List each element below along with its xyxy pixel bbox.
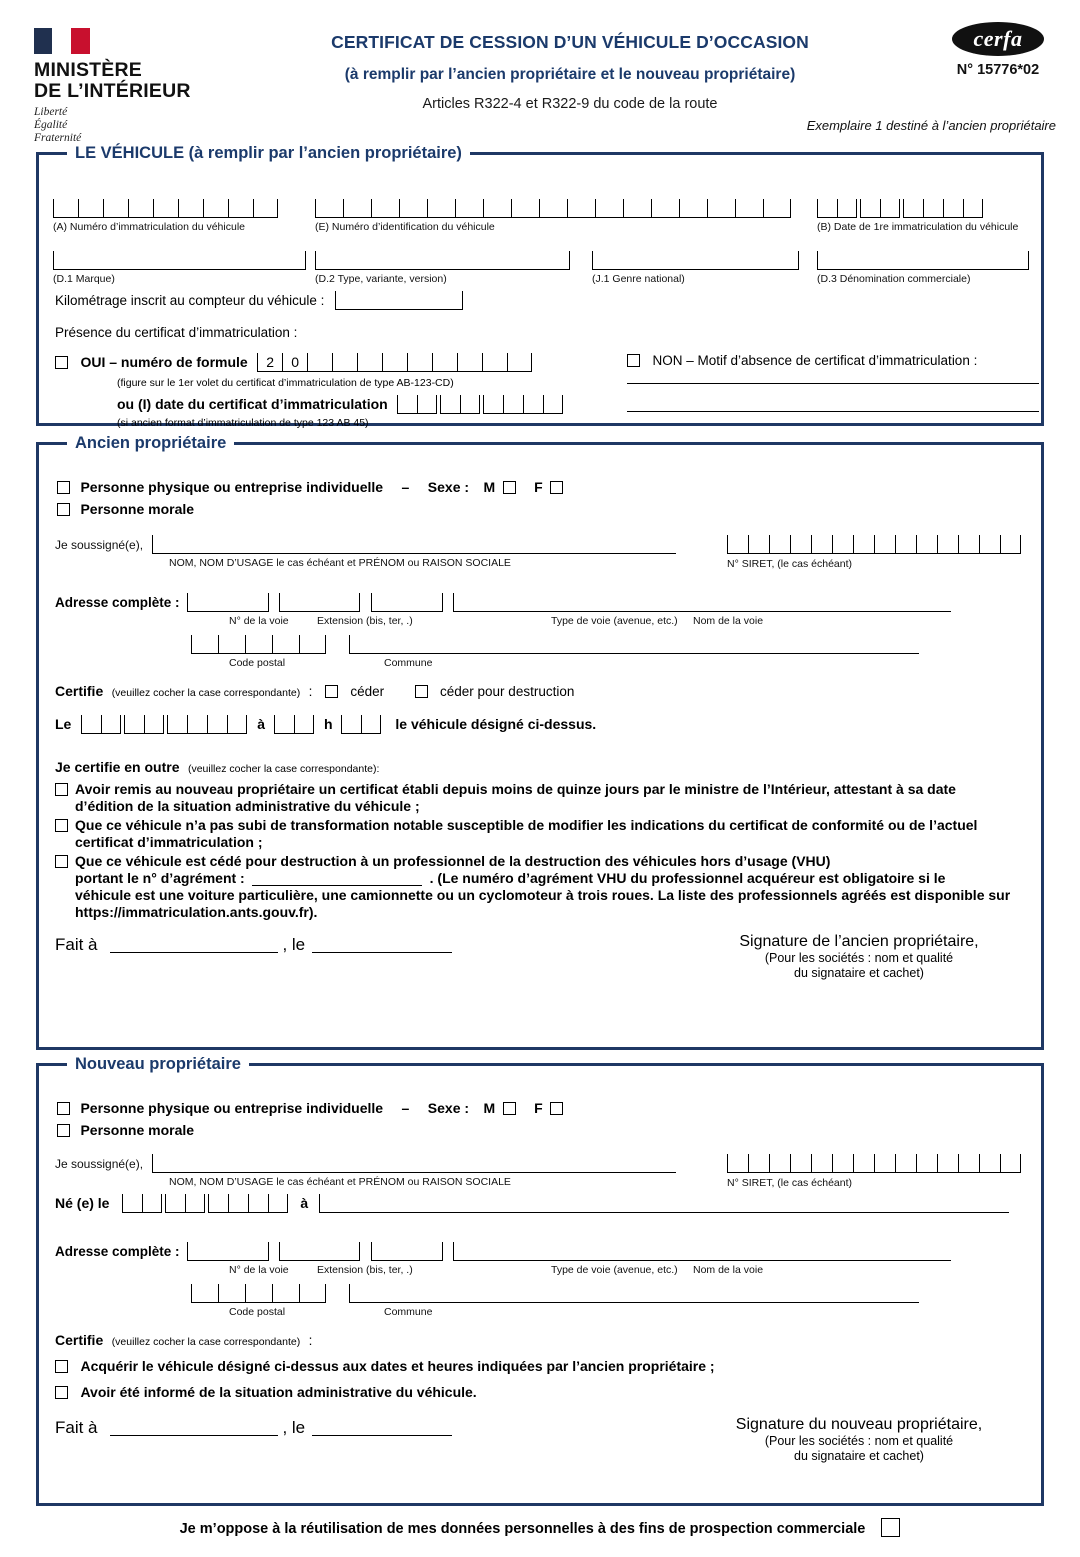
label-ancien-a: à <box>257 716 266 732</box>
label-field-d1: (D.1 Marque) <box>53 273 115 285</box>
comb-date-mois[interactable] <box>860 199 900 218</box>
field-type-variante[interactable] <box>315 251 570 285</box>
ancien-certifie-colon: : <box>308 684 313 699</box>
checkbox-nouveau-sexe-f[interactable] <box>550 1102 563 1115</box>
comb-date-annee[interactable] <box>903 199 983 218</box>
label-presence-certificat: Présence du certificat d’immatriculation : <box>55 325 298 340</box>
boxline-ancien-commune[interactable] <box>349 635 919 654</box>
checkbox-nouveau-engagement-2[interactable] <box>55 1386 68 1399</box>
ancien-engagement-3-line1: Que ce véhicule est cédé pour destruction à un professionnel de la destruction des véhicules hors d’usage (VHU) <box>75 853 831 869</box>
label-nouveau-sexe: Sexe : <box>427 1100 470 1116</box>
nouveau-engagement-2[interactable] <box>55 1384 477 1402</box>
nouveau-siret-row[interactable] <box>727 1154 1021 1189</box>
checkbox-ancien-sexe-f[interactable] <box>550 481 563 494</box>
document-header <box>0 0 1080 145</box>
ancien-engagement-3-line2b: . (Le numéro d’agrément VHU du professionnel acquéreur est obligatoire si le <box>429 870 946 886</box>
ancien-engagement-3[interactable] <box>55 853 1031 921</box>
comb-ancien-code-postal[interactable] <box>191 635 326 654</box>
checkbox-ancien-ceder-destruction[interactable] <box>415 685 428 698</box>
nouveau-naissance-row[interactable] <box>55 1194 1009 1213</box>
comb-nouveau-naissance-annee[interactable] <box>208 1194 288 1213</box>
ministry-name-line1: MINISTÈRE <box>34 59 142 81</box>
input-nouveau-fait-le-date[interactable] <box>312 1435 452 1436</box>
label-field-e: (E) Numéro d’identification du véhicule <box>315 221 495 233</box>
comb-nouveau-siret[interactable] <box>727 1154 1021 1173</box>
ancien-signature-sub2: du signataire et cachet) <box>794 966 924 980</box>
hint-nouveau-siret: N° SIRET, (le cas échéant) <box>727 1177 852 1189</box>
label-ancien-certifie: Certifie <box>55 683 104 699</box>
nouveau-engagement-1[interactable] <box>55 1358 715 1376</box>
label-ancien-sexe: Sexe : <box>427 479 470 495</box>
note-date-certificat: (si ancien format d’immatriculation de type 123 AB 45) <box>117 417 369 429</box>
label-nouveau-ne-le: Né (e) le <box>55 1195 110 1211</box>
boxline-marque[interactable] <box>53 251 306 270</box>
ancien-engagement-1-line1: Avoir remis au nouveau propriétaire un certificat établi depuis moins de quinze jours par le ministre de l’Intérieur, attestant à sa date <box>75 781 956 797</box>
comb-datecert-annee[interactable] <box>483 395 563 414</box>
ancien-en-outre-row <box>55 759 379 777</box>
nouveau-signature-sub1: (Pour les sociétés : nom et qualité <box>764 1434 954 1448</box>
hint-nouveau-certifie: (veuillez cocher la case correspondante) <box>111 1336 301 1348</box>
french-flag-icon <box>34 28 90 54</box>
cerfa-block <box>938 22 1058 78</box>
boxline-denomination-commerciale[interactable] <box>817 251 1029 270</box>
ministry-logo-block <box>34 28 214 145</box>
ancien-engagement-3-agrement-label: portant le n° d’agrément : <box>75 870 245 886</box>
ancien-signature-sub1: (Pour les sociétés : nom et qualité <box>764 951 954 965</box>
label-kilometrage: Kilométrage inscrit au compteur du véhicule : <box>55 293 325 308</box>
boxline-genre-national[interactable] <box>592 251 799 270</box>
nouveau-fait-a-row[interactable] <box>55 1418 452 1438</box>
label-ancien-personne-morale: Personne morale <box>80 501 195 517</box>
ancien-adresse-row[interactable] <box>55 593 951 612</box>
checkbox-ancien-personne-physique[interactable] <box>57 481 70 494</box>
formula-cell-0[interactable]: 0 <box>282 353 307 372</box>
ancien-personne-physique-row[interactable] <box>57 479 563 497</box>
hint-ancien-siret: N° SIRET, (le cas échéant) <box>727 558 852 570</box>
republic-motto <box>34 106 214 145</box>
label-nouveau-fait-a: Fait à <box>55 1418 98 1437</box>
label-ancien-personne-physique: Personne physique ou entreprise individuelle <box>80 479 384 495</box>
motif-absence-line-1[interactable] <box>627 383 1039 384</box>
boxline-type-variante[interactable] <box>315 251 570 270</box>
field-date-premiere-immat[interactable] <box>817 199 1018 233</box>
label-nouveau-ne-a: à <box>300 1195 309 1211</box>
hint-nouveau-extension: Extension (bis, ter, .) <box>317 1264 413 1276</box>
label-ancien-sexe-f: F <box>534 479 543 495</box>
checkbox-ancien-personne-morale[interactable] <box>57 503 70 516</box>
boxline-kilometrage[interactable] <box>335 291 463 310</box>
checkbox-opposition-prospection[interactable] <box>881 1518 900 1537</box>
ministry-name-line2: DE L’INTÉRIEUR <box>34 79 191 102</box>
checkbox-ancien-engagement-3[interactable] <box>55 855 68 868</box>
motto-fraternite: Fraternité <box>34 132 82 144</box>
option-oui-certificat[interactable] <box>55 353 532 372</box>
footer-opposition-row[interactable] <box>0 1518 1080 1537</box>
boxline-nouveau-type-voie[interactable] <box>371 1242 443 1261</box>
section-vehicule <box>36 144 1044 429</box>
comb-ancien-jour[interactable] <box>81 715 121 734</box>
nouveau-personne-physique-row[interactable] <box>57 1100 563 1118</box>
ancien-engagement-1-line2: d’édition de la situation administrative du véhicule ; <box>75 798 420 814</box>
boxline-ancien-voie-num[interactable] <box>187 593 269 612</box>
label-ancien-h: h <box>323 716 333 732</box>
field-immatriculation[interactable] <box>53 199 278 233</box>
boxline-ancien-nom[interactable] <box>152 535 676 554</box>
option-non-certificat[interactable] <box>627 352 977 370</box>
label-nouveau-engagement-1: Acquérir le véhicule désigné ci-dessus aux dates et heures indiquées par l’ancien propriétaire ; <box>80 1358 715 1374</box>
title-block <box>225 32 915 112</box>
motto-liberte: Liberté <box>34 106 68 118</box>
checkbox-nouveau-engagement-1[interactable] <box>55 1360 68 1373</box>
formula-cell-2[interactable]: 2 <box>257 353 282 372</box>
label-nouveau-le-date: , le <box>282 1418 306 1437</box>
label-nouveau-personne-physique: Personne physique ou entreprise individuelle <box>80 1100 384 1116</box>
checkbox-ancien-engagement-2[interactable] <box>55 819 68 832</box>
comb-group-date-premiere-immat[interactable] <box>817 199 983 218</box>
ancien-engagement-2-line2: certificat d’immatriculation ; <box>75 834 263 850</box>
cerfa-logo: cerfa <box>952 22 1044 56</box>
boxline-ancien-extension[interactable] <box>279 593 360 612</box>
comb-identification[interactable] <box>315 199 791 218</box>
document-title: CERTIFICAT DE CESSION D’UN VÉHICULE D’OCCASION <box>331 32 809 52</box>
comb-group-nouveau-naissance[interactable] <box>122 1194 288 1213</box>
exemplaire-note: Exemplaire 1 destiné à l’ancien propriétaire <box>806 118 1056 133</box>
section-ancien-legend: Ancien propriétaire <box>67 434 234 453</box>
ancien-certifie-row[interactable] <box>55 683 574 701</box>
ancien-engagement-2-line1: Que ce véhicule n’a pas subi de transformation notable susceptible de modifier les indications du certificat de conformité ou de l’actuel <box>75 817 978 833</box>
label-nouveau-personne-morale: Personne morale <box>80 1122 195 1138</box>
checkbox-ancien-ceder[interactable] <box>325 685 338 698</box>
hint-ancien-voie-num: N° de la voie <box>229 615 289 627</box>
ancien-personne-morale-row[interactable] <box>57 501 194 519</box>
hint-nouveau-voie-num: N° de la voie <box>229 1264 289 1276</box>
hint-ancien-commune: Commune <box>384 657 433 669</box>
checkbox-nouveau-personne-morale[interactable] <box>57 1124 70 1137</box>
nouveau-signature-sub2: du signataire et cachet) <box>794 1449 924 1463</box>
label-nouveau-signature: Signature du nouveau propriétaire, <box>735 1416 983 1433</box>
label-ancien-ceder-destruction: céder pour destruction <box>440 684 575 699</box>
checkbox-non-certificat[interactable] <box>627 354 640 367</box>
section-vehicule-legend: LE VÉHICULE (à remplir par l’ancien propriétaire) <box>67 144 470 163</box>
label-oui-certificat: OUI – numéro de formule <box>80 354 248 370</box>
hint-ancien-nom: NOM, NOM D’USAGE le cas échéant et PRÉNOM ou RAISON SOCIALE <box>169 557 511 569</box>
ancien-codepostal-row[interactable] <box>191 635 919 654</box>
note-oui-certificat: (figure sur le 1er volet du certificat d’immatriculation de type AB-123-CD) <box>117 377 454 389</box>
nouveau-personne-morale-row[interactable] <box>57 1122 194 1140</box>
label-nouveau-soussigne: Je soussigné(e), <box>55 1157 144 1171</box>
comb-nouveau-naissance-jour[interactable] <box>122 1194 162 1213</box>
field-denomination-commerciale[interactable] <box>817 251 1029 285</box>
label-field-a: (A) Numéro d’immatriculation du véhicule <box>53 221 245 233</box>
section-ancien-proprietaire <box>36 434 1044 1050</box>
label-ancien-vehicule-designe: le véhicule désigné ci-dessus. <box>395 716 597 732</box>
cerfa-number: N° 15776*02 <box>956 62 1040 78</box>
hint-ancien-en-outre: (veuillez cocher la case correspondante): <box>187 763 380 775</box>
boxline-ancien-nom-voie[interactable] <box>453 593 951 612</box>
ancien-engagement-2[interactable] <box>55 817 1031 851</box>
comb-numero-formule[interactable] <box>257 353 532 372</box>
hint-nouveau-nom: NOM, NOM D’USAGE le cas échéant et PRÉNOM ou RAISON SOCIALE <box>169 1176 511 1188</box>
boxline-nouveau-lieu-naissance[interactable] <box>319 1194 1009 1213</box>
hint-ancien-certifie: (veuillez cocher la case correspondante) <box>111 687 301 699</box>
label-nouveau-engagement-2: Avoir été informé de la situation administrative du véhicule. <box>80 1384 477 1400</box>
label-ou-date-certificat: ou (I) date du certificat d’immatriculation <box>117 396 388 412</box>
section-nouveau-legend: Nouveau propriétaire <box>67 1055 249 1074</box>
ancien-signature-block[interactable] <box>679 933 1039 981</box>
label-ancien-sexe-m: M <box>483 479 496 495</box>
comb-datecert-jour[interactable] <box>397 395 437 414</box>
label-ancien-le-date: , le <box>282 935 306 954</box>
checkbox-oui-certificat[interactable] <box>55 356 68 369</box>
ancien-engagement-1[interactable] <box>55 781 1031 815</box>
hint-ancien-type-voie: Type de voie (avenue, etc.) <box>551 615 678 627</box>
comb-date-jour[interactable] <box>817 199 857 218</box>
label-field-d2: (D.2 Type, variante, version) <box>315 273 447 285</box>
checkbox-nouveau-sexe-m[interactable] <box>503 1102 516 1115</box>
comb-group-ancien-date[interactable] <box>81 715 247 734</box>
comb-ancien-mois[interactable] <box>124 715 164 734</box>
label-ancien-fait-a: Fait à <box>55 935 98 954</box>
ancien-engagement-3-line4: https://immatriculation.ants.gouv.fr). <box>75 904 318 920</box>
hint-nouveau-commune: Commune <box>384 1306 433 1318</box>
ancien-date-heure-row[interactable] <box>55 715 596 734</box>
comb-ancien-siret[interactable] <box>727 535 1021 554</box>
boxline-nouveau-voie-num[interactable] <box>187 1242 269 1261</box>
motif-absence-line-2[interactable] <box>627 411 1039 412</box>
nouveau-sexe-separator: – <box>401 1100 410 1116</box>
label-field-j1: (J.1 Genre national) <box>592 273 685 285</box>
comb-ancien-minute[interactable] <box>341 715 381 734</box>
input-ancien-numero-agrement[interactable] <box>252 885 422 886</box>
checkbox-ancien-engagement-1[interactable] <box>55 783 68 796</box>
comb-nouveau-code-postal[interactable] <box>191 1284 326 1303</box>
boxline-ancien-type-voie[interactable] <box>371 593 443 612</box>
input-ancien-fait-a-lieu[interactable] <box>110 952 278 953</box>
ancien-sexe-separator: – <box>401 479 410 495</box>
label-ancien-soussigne: Je soussigné(e), <box>55 538 144 552</box>
field-marque[interactable] <box>53 251 306 285</box>
label-opposition-prospection: Je m’oppose à la réutilisation de mes données personnelles à des fins de prospection commerciale <box>179 1521 866 1537</box>
motto-egalite: Égalité <box>34 119 68 131</box>
boxline-nouveau-commune[interactable] <box>349 1284 919 1303</box>
hint-nouveau-type-voie: Type de voie (avenue, etc.) <box>551 1264 678 1276</box>
label-nouveau-certifie: Certifie <box>55 1332 104 1348</box>
ancien-engagement-3-line3: véhicule est une voiture particulière, une camionnette ou un cyclomoteur à trois roues. La liste des professionnels agréés est disponible sur <box>75 887 1011 903</box>
document-subtitle: (à remplir par l’ancien propriétaire et le nouveau propriétaire) <box>344 66 796 83</box>
nouveau-soussigne-row[interactable] <box>55 1154 676 1173</box>
boxline-nouveau-nom-voie[interactable] <box>453 1242 951 1261</box>
hint-nouveau-code-postal: Code postal <box>229 1306 286 1318</box>
label-field-b: (B) Date de 1re immatriculation du véhicule <box>817 221 1019 233</box>
field-identification[interactable] <box>315 199 791 233</box>
input-nouveau-fait-a-lieu[interactable] <box>110 1435 278 1436</box>
ancien-fait-a-row[interactable] <box>55 935 452 955</box>
label-nouveau-adresse: Adresse complète : <box>55 1244 180 1259</box>
boxline-nouveau-nom[interactable] <box>152 1154 676 1173</box>
field-genre-national[interactable] <box>592 251 799 285</box>
label-ancien-signature: Signature de l’ancien propriétaire, <box>739 933 979 950</box>
comb-nouveau-naissance-mois[interactable] <box>165 1194 205 1213</box>
hint-nouveau-nom-voie: Nom de la voie <box>693 1264 764 1276</box>
ancien-siret-row[interactable] <box>727 535 1021 570</box>
label-nouveau-sexe-m: M <box>483 1100 496 1116</box>
nouveau-signature-block[interactable] <box>679 1416 1039 1464</box>
comb-datecert-mois[interactable] <box>440 395 480 414</box>
comb-ancien-annee[interactable] <box>167 715 247 734</box>
hint-ancien-nom-voie: Nom de la voie <box>693 615 764 627</box>
checkbox-ancien-sexe-m[interactable] <box>503 481 516 494</box>
comb-group-date-certificat[interactable] <box>397 395 563 414</box>
label-field-d3: (D.3 Dénomination commerciale) <box>817 273 971 285</box>
input-ancien-fait-le-date[interactable] <box>312 952 452 953</box>
field-kilometrage[interactable] <box>55 291 463 310</box>
document-articles: Articles R322-4 et R322-9 du code de la route <box>422 96 718 112</box>
label-nouveau-sexe-f: F <box>534 1100 543 1116</box>
hint-ancien-code-postal: Code postal <box>229 657 286 669</box>
label-non-certificat: NON – Motif d’absence de certificat d’immatriculation : <box>652 353 978 368</box>
nouveau-codepostal-row[interactable] <box>191 1284 919 1303</box>
label-ancien-ceder: céder <box>350 684 385 699</box>
nouveau-certifie-row <box>55 1332 312 1350</box>
boxline-nouveau-extension[interactable] <box>279 1242 360 1261</box>
field-date-certificat[interactable] <box>117 395 563 414</box>
section-nouveau-proprietaire <box>36 1055 1044 1506</box>
hint-ancien-extension: Extension (bis, ter, .) <box>317 615 413 627</box>
ancien-soussigne-row[interactable] <box>55 535 676 554</box>
comb-immatriculation[interactable] <box>53 199 278 218</box>
label-ancien-adresse: Adresse complète : <box>55 595 180 610</box>
label-ancien-le: Le <box>55 716 72 732</box>
checkbox-nouveau-personne-physique[interactable] <box>57 1102 70 1115</box>
label-ancien-en-outre: Je certifie en outre <box>55 759 180 775</box>
nouveau-adresse-row[interactable] <box>55 1242 951 1261</box>
nouveau-certifie-colon: : <box>308 1333 313 1348</box>
comb-ancien-heure[interactable] <box>274 715 314 734</box>
